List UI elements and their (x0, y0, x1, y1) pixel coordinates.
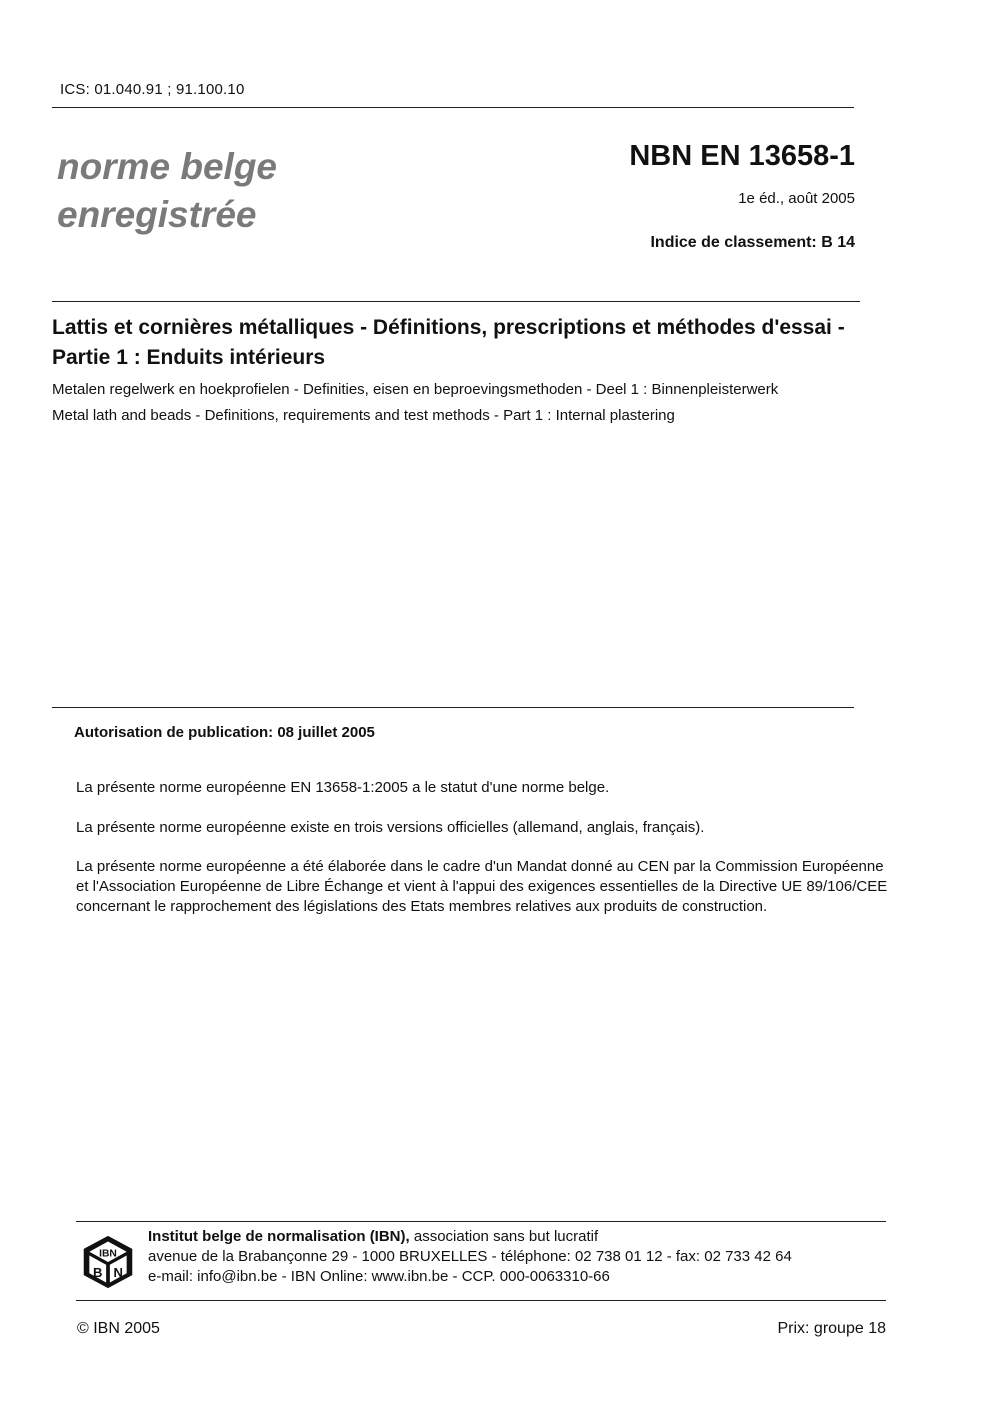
price-group: Prix: groupe 18 (777, 1320, 886, 1337)
publication-authorization: Autorisation de publication: 08 juillet 2005 (74, 724, 375, 741)
paragraph-mandate: La présente norme européenne a été élaborée dans le cadre d'un Mandat donné au CEN par la Commission Européenne et l'Association Européenne de Libre Échange et vient à l'appui des exigences essentielles de la Directive UE 89/106/CEE concernant le rapprochement des législations des Etats membres relatives aux produits de construction. (76, 858, 888, 915)
footer-bottom-rule (76, 1300, 886, 1301)
title-dutch: Metalen regelwerk en hoekprofielen - Definities, eisen en beproevingsmethoden - Deel 1 : Binnenpleisterwerk (52, 381, 779, 398)
body-top-rule (52, 707, 854, 708)
title-english: Metal lath and beads - Definitions, requirements and test methods - Part 1 : Internal plastering (52, 407, 675, 424)
copyright: © IBN 2005 (77, 1320, 160, 1337)
title-top-rule (52, 301, 860, 302)
standard-code: NBN EN 13658-1 (629, 140, 855, 172)
ics-codes: ICS: 01.040.91 ; 91.100.10 (60, 81, 245, 98)
institute-name: Institut belge de normalisation (IBN), (148, 1228, 410, 1245)
norme-line-1: norme belge (57, 146, 277, 187)
institute-description: association sans but lucratif (409, 1228, 599, 1245)
footer-top-rule (76, 1221, 886, 1222)
edition-date: 1e éd., août 2005 (738, 190, 855, 207)
ibn-logo-icon (80, 1234, 136, 1290)
norme-line-2: enregistrée (57, 194, 257, 235)
paragraph-status: La présente norme européenne EN 13658-1:2005 a le statut d'une norme belge. (76, 779, 610, 796)
classification-index: Indice de classement: B 14 (650, 234, 855, 251)
norme-label (57, 143, 277, 239)
institute-contact: e-mail: info@ibn.be - IBN Online: www.ibn.be - CCP. 000-0063310-66 (148, 1268, 610, 1285)
logo-letter-i: IBN (99, 1248, 117, 1260)
institute-address: avenue de la Brabançonne 29 - 1000 BRUXELLES - téléphone: 02 738 01 12 - fax: 02 733 42 64 (148, 1248, 792, 1265)
top-rule (52, 107, 854, 108)
paragraph-versions: La présente norme européenne existe en trois versions officielles (allemand, anglais, français). (76, 819, 705, 836)
footer-institute (148, 1227, 792, 1287)
svg-text:N: N (113, 1264, 123, 1280)
title-french: Lattis et cornières métalliques - Définitions, prescriptions et méthodes d'essai - Partie 1 : Enduits intérieurs (52, 316, 845, 369)
svg-text:B: B (93, 1264, 103, 1280)
